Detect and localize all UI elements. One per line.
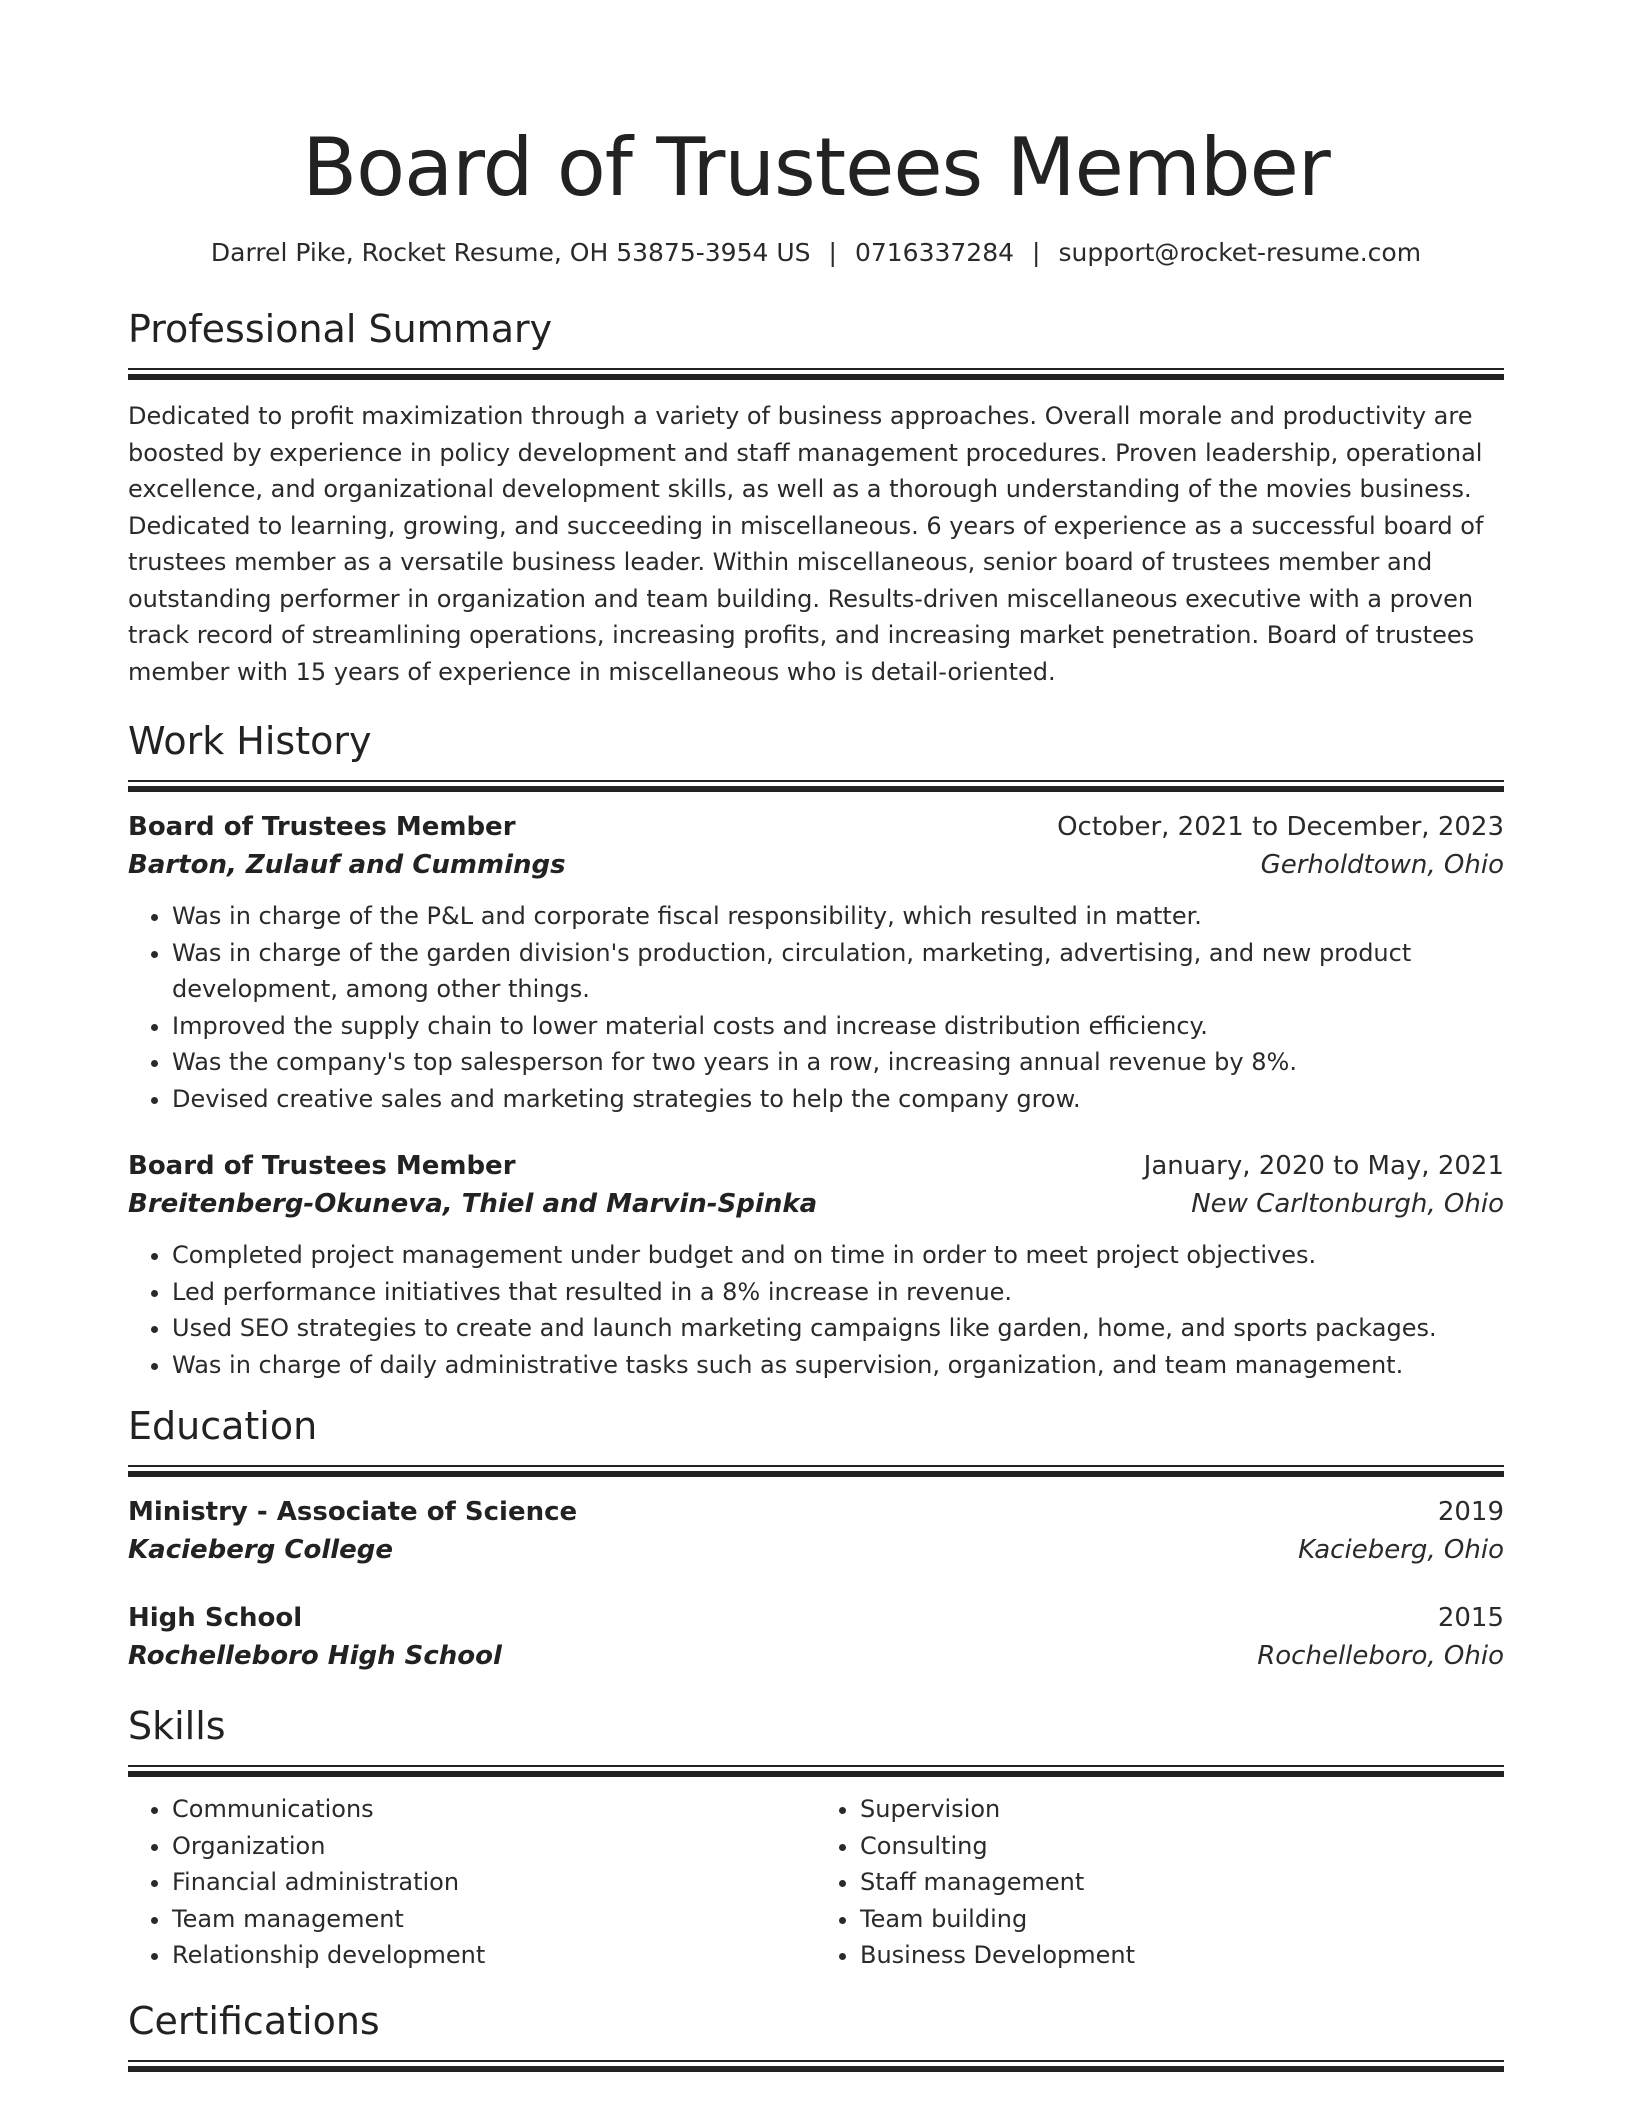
list-item: • Used SEO strategies to create and launch marketing campaigns like garden, home, and sports packages. [172,1310,1504,1347]
list-item: • Relationship development [172,1937,816,1974]
education-school-row [128,1637,1504,1675]
summary-heading: Professional Summary [128,307,553,351]
list-item: • Consulting [860,1828,1504,1865]
section-divider [128,1465,1504,1477]
list-item: • Was in charge of the P&L and corporate fiscal responsibility, which resulted in matter. [172,898,1504,935]
job-dates: October, 2021 to December, 2023 [1057,812,1504,842]
contact-separator: | [828,238,837,267]
list-item: • Was in charge of the garden division's production, circulation, marketing, advertising, and new product development, among other things. [172,935,1504,1008]
education-degree: Ministry - Associate of Science [128,1497,578,1527]
education-degree: High School [128,1603,303,1633]
section-divider [128,2060,1504,2072]
list-item: • Organization [172,1828,816,1865]
summary-section [128,304,1504,690]
page-title: Board of Trustees Member [302,121,1330,214]
job-bullets [128,1237,1504,1383]
education-school: Rochelleboro High School [128,1641,502,1671]
list-item: • Completed project management under budget and on time in order to meet project objectives. [172,1237,1504,1274]
job-company-row [128,1185,1504,1223]
job-company: Barton, Zulauf and Cummings [128,850,566,880]
list-item: • Team management [172,1901,816,1938]
education-entry [128,1599,1504,1675]
work-history-heading: Work History [128,719,372,763]
resume-page [128,0,1504,2072]
list-item: • Communications [172,1791,816,1828]
education-heading: Education [128,1404,318,1448]
contact-address: Darrel Pike, Rocket Resume, OH 53875-3954 US [210,238,811,267]
list-item: • Was in charge of daily administrative tasks such as supervision, organization, and team management. [172,1347,1504,1384]
education-header-row [128,1493,1504,1531]
section-divider [128,1765,1504,1777]
skills-columns [128,1791,1504,1974]
education-year: 2019 [1437,1497,1504,1527]
certifications-heading: Certifications [128,1998,380,2043]
education-school: Kacieberg College [128,1535,394,1565]
education-header-row [128,1599,1504,1637]
list-item: • Financial administration [172,1864,816,1901]
education-section [128,1401,1504,1675]
list-item: • Was the company's top salesperson for two years in a row, increasing annual revenue by 8%. [172,1044,1504,1081]
list-item: • Improved the supply chain to lower material costs and increase distribution efficiency. [172,1008,1504,1045]
education-entry [128,1493,1504,1569]
contact-email: support@rocket-resume.com [1058,238,1422,267]
job-location: Gerholdtown, Ohio [1260,850,1504,880]
contact-phone: 0716337284 [854,238,1015,267]
job-header-row [128,808,1504,846]
job-header-row [128,1147,1504,1185]
job-title: Board of Trustees Member [128,812,516,842]
contact-line [128,236,1504,270]
job-entry [128,808,1504,1117]
job-company: Breitenberg-Okuneva, Thiel and Marvin-Spinka [128,1189,818,1219]
list-item: • Business Development [860,1937,1504,1974]
list-item: • Devised creative sales and marketing strategies to help the company grow. [172,1081,1504,1118]
list-item: • Supervision [860,1791,1504,1828]
job-company-row [128,846,1504,884]
job-bullets [128,898,1504,1117]
work-history-section [128,716,1504,1383]
job-location: New Carltonburgh, Ohio [1191,1189,1504,1219]
list-item: • Led performance initiatives that resulted in a 8% increase in revenue. [172,1274,1504,1311]
contact-separator: | [1032,238,1041,267]
section-divider [128,780,1504,792]
skills-list-left [128,1791,816,1974]
certifications-section [128,1996,1504,2072]
education-location: Rochelleboro, Ohio [1257,1641,1504,1671]
section-divider [128,368,1504,380]
summary-text: Dedicated to profit maximization through a variety of business approaches. Overall morale and productivity are boosted by experience in policy development and staff management procedures. Proven leadership, operational excellence, and organizational development skills, as well as a thorough understanding of the movies business. Dedicated to learning, growing, and succeeding in miscellaneous. 6 years of experience as a successful board of trustees member as a versatile business leader. Within miscellaneous, senior board of trustees member and outstanding performer in organization and team building. Results-driven miscellaneous executive with a proven track record of streamlining operations, increasing profits, and increasing market penetration. Board of trustees member with 15 years of experience in miscellaneous who is detail-oriented. [128,402,1484,686]
education-year: 2015 [1437,1603,1504,1633]
education-school-row [128,1531,1504,1569]
skills-list-right [816,1791,1504,1974]
education-location: Kacieberg, Ohio [1298,1535,1504,1565]
job-title: Board of Trustees Member [128,1151,516,1181]
skills-section [128,1701,1504,1974]
list-item: • Staff management [860,1864,1504,1901]
list-item: • Team building [860,1901,1504,1938]
job-dates: January, 2020 to May, 2021 [1143,1151,1504,1181]
job-entry [128,1147,1504,1383]
skills-heading: Skills [128,1704,226,1748]
